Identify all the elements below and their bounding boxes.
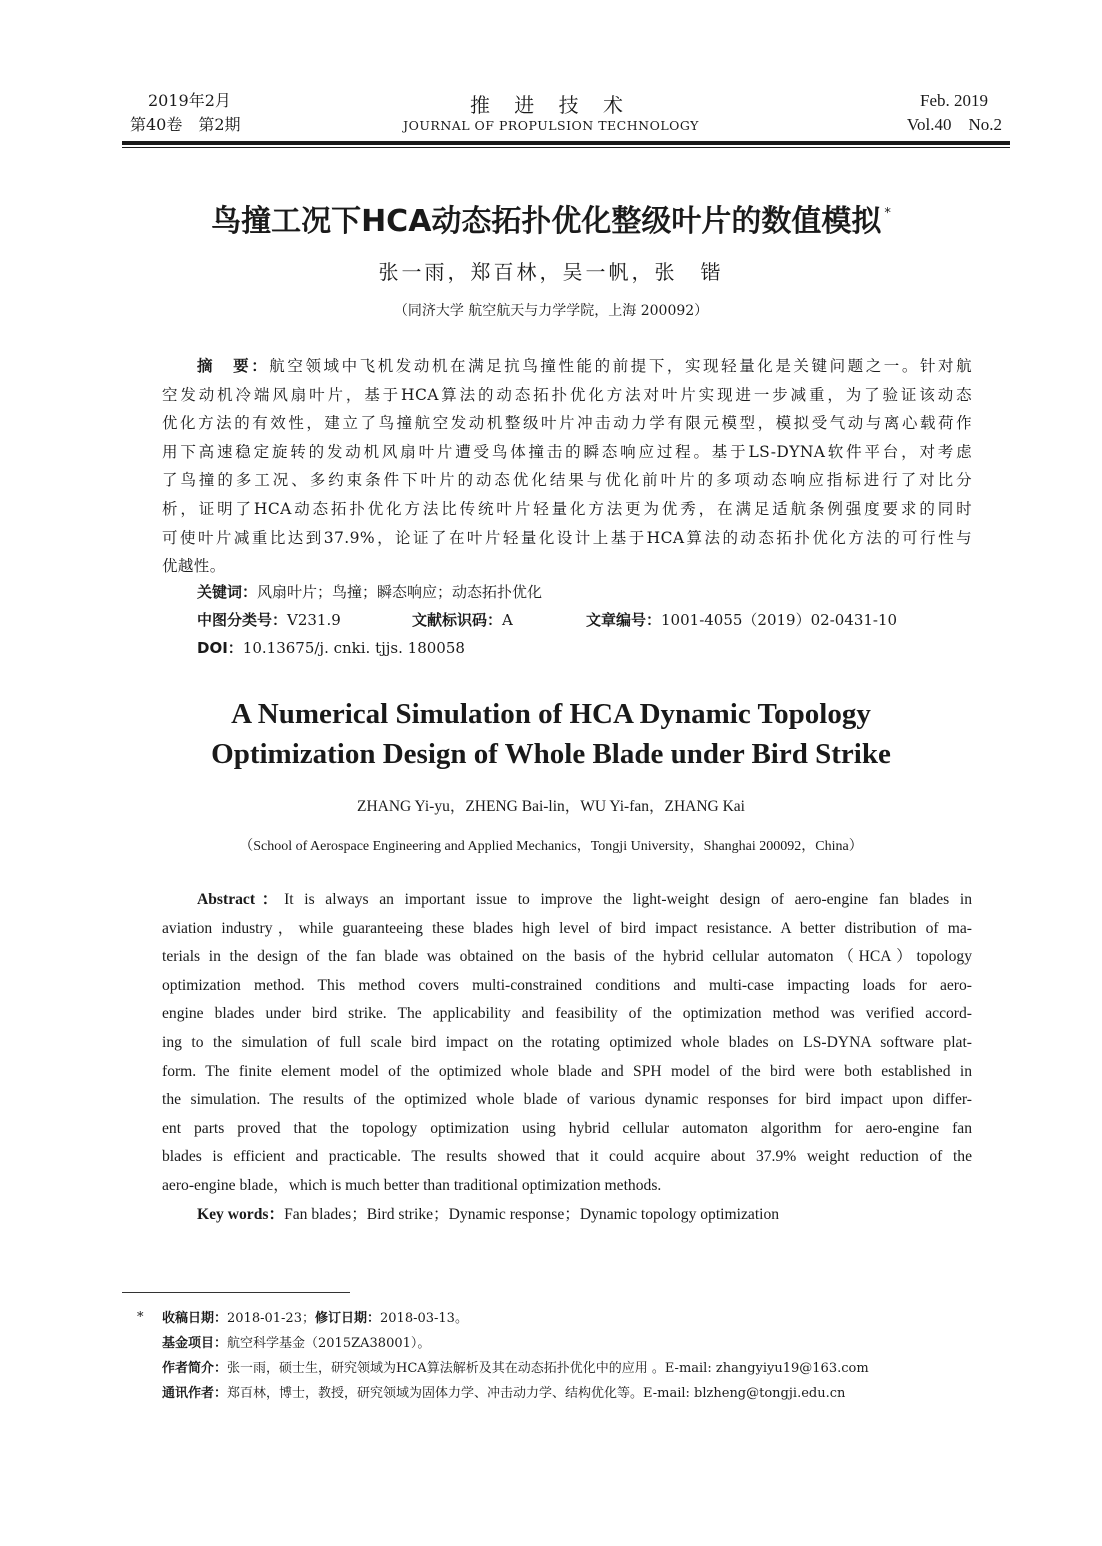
doi: DOI：10.13675/j. cnki. tjjs. 180058 — [197, 639, 465, 657]
title-en-line2: Optimization Design of Whole Blade under Bird Strike — [211, 738, 891, 770]
header-volume-en: Vol.40 No.2 — [906, 115, 1002, 134]
abstract-en — [162, 886, 972, 1201]
affiliation-en: （School of Aerospace Engineering and Applied Mechanics，Tongji University，Shanghai 200092，China） — [239, 839, 863, 854]
abstract-en-line: blades is efficient and practicable. The results showed that it could acquire about 37.9% weight reduction of the — [162, 1148, 972, 1166]
article-number: 文章编号：1001-4055（2019）02-0431-10 — [586, 611, 898, 629]
abstract-en-line: ent parts proved that the topology optimization using hybrid cellular automaton algorithm for aero-engine fan — [162, 1119, 972, 1137]
abstract-en-line: aero-engine blade，which is much better than traditional optimization methods. — [162, 1176, 662, 1194]
keywords-cn: 关键词：风扇叶片；鸟撞；瞬态响应；动态拓扑优化 — [197, 583, 543, 601]
keywords-en: Key words：Fan blades；Bird strike；Dynamic response；Dynamic topology optimization — [197, 1206, 780, 1223]
abstract-cn-label: 摘 要： — [197, 357, 270, 375]
authors-en: ZHANG Yi-yu，ZHENG Bai-lin，WU Yi-fan，ZHANG Kai — [356, 798, 745, 815]
abstract-en-line: optimization method. This method covers multi-constrained conditions and multi-case impacting loads for aero- — [162, 976, 972, 994]
authors-cn: 张一雨，郑百林，吴一帆，张 锴 — [378, 260, 724, 284]
abstract-cn-line: 用下高速稳定旋转的发动机风扇叶片遭受鸟体撞击的瞬态响应过程。基于LS-DYNA软件平台，对考虑 — [162, 442, 972, 461]
title-cn: 鸟撞工况下HCA动态拓扑优化整级叶片的数值模拟 * — [211, 204, 891, 239]
abstract-cn-line: 摘 要：航空领域中飞机发动机在满足抗鸟撞性能的前提下，实现轻量化是关键问题之一。针对航 — [197, 357, 972, 375]
footnote-corresponding: 通讯作者：郑百林，博士，教授，研究领域为固体力学、冲击动力学、结构优化等。E-mail: blzheng@tongji.edu.cn — [162, 1386, 846, 1401]
abstract-cn-line: 空发动机冷端风扇叶片，基于HCA算法的动态拓扑优化方法对叶片实现进一步减重，为了验证该动态 — [162, 385, 972, 404]
clc-number: 中图分类号：V231.9 — [197, 611, 341, 629]
abstract-cn — [162, 352, 972, 581]
header-date-en: Feb. 2019 — [920, 91, 988, 110]
journal-title-en: JOURNAL OF PROPULSION TECHNOLOGY — [403, 118, 699, 133]
abstract-en-line: form. The finite element model of the optimized whole blade and SPH model of the bird were both established in — [162, 1062, 972, 1080]
abstract-cn-line: 优化方法的有效性，建立了鸟撞航空发动机整级叶片冲击动力学有限元模型，模拟受气动与离心载荷作 — [162, 414, 972, 433]
title-footnote-mark: * — [884, 206, 891, 221]
footnote-author: 作者简介：张一雨，硕士生，研究领域为HCA算法解析及其在动态拓扑优化中的应用 。E-mail: zhangyiyu19@163.com — [162, 1361, 869, 1376]
abstract-en-line: ing to the simulation of full scale bird impact on the rotating optimized whole blades on LS-DYNA software plat- — [162, 1033, 972, 1051]
abstract-cn-line: 可使叶片减重比达到37.9%，论证了在叶片轻量化设计上基于HCA算法的动态拓扑优化方法的可行性与 — [162, 528, 972, 547]
abstract-en-label: Abstract： — [197, 891, 285, 908]
affiliation-cn: （同济大学 航空航天与力学学院，上海 200092） — [393, 303, 709, 319]
abstract-en-line: aviation industry，while guaranteeing these blades high level of bird impact resistance. A better distribution of ma- — [162, 919, 972, 937]
header-date: 2019年2月 — [148, 91, 231, 110]
abstract-en-line: Abstract：It is always an important issue to improve the light-weight design of aero-engine fan blades in — [197, 891, 972, 908]
abstract-cn-line: 优越性。 — [162, 557, 226, 576]
footnote-fund: 基金项目：航空科学基金（2015ZA38001）。 — [162, 1336, 431, 1351]
abstract-en-line: the simulation. The results of the optimized whole blade of various dynamic responses for bird impact upon differ- — [162, 1091, 972, 1109]
header-volume: 第40卷 第2期 — [130, 115, 241, 134]
footnote-star: * — [137, 1310, 144, 1325]
header-rule-thick — [122, 141, 1010, 145]
abstract-en-line: terials in the design of the fan blade was obtained on the basis of the hybrid cellular automaton（HCA）topology — [162, 948, 972, 966]
abstract-cn-line: 了鸟撞的多工况、多约束条件下叶片的动态优化结果与优化前叶片的多项动态响应指标进行了对比分 — [162, 471, 972, 490]
document-code: 文献标识码：A — [412, 611, 513, 629]
header-rule-thin — [122, 147, 1010, 148]
title-en-line1: A Numerical Simulation of HCA Dynamic Topology — [231, 698, 871, 730]
footnote-dates: 收稿日期：2018-01-23；修订日期：2018-03-13。 — [162, 1311, 468, 1326]
abstract-cn-line: 析，证明了HCA动态拓扑优化方法比传统叶片轻量化方法更为优秀，在满足适航条例强度要求的同时 — [162, 499, 972, 518]
abstract-en-line: engine blades under bird strike. The applicability and feasibility of the optimization method was verified accord- — [162, 1005, 972, 1023]
journal-title-cn: 推 进 技 术 — [469, 93, 633, 117]
footnote-rule — [122, 1292, 350, 1293]
